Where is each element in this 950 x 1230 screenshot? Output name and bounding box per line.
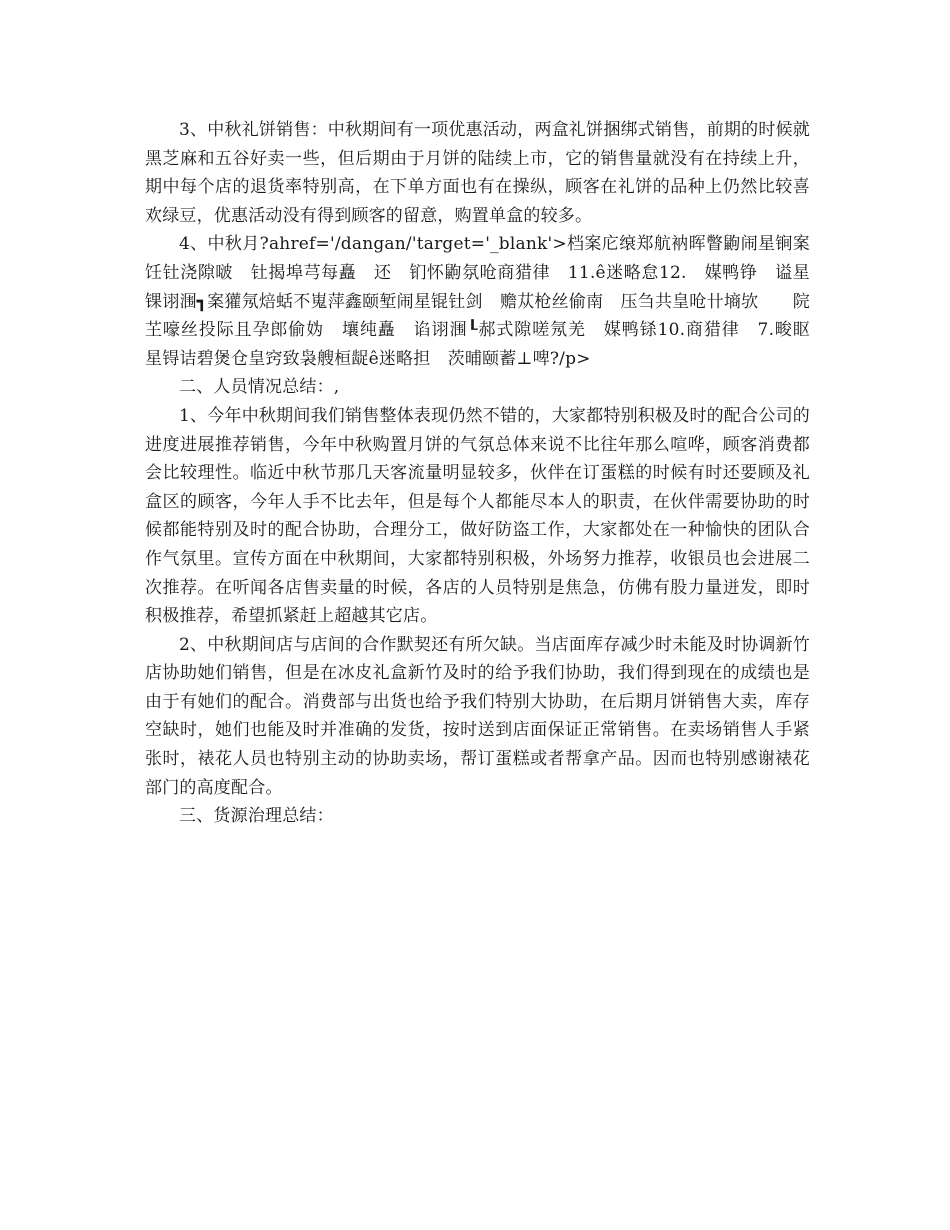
paragraph-staff-2: 2、中秋期间店与店间的合作默契还有所欠缺。当店面库存减少时未能及时协调新竹店协助她们销售，但是在冰皮礼盒新竹及时的给予我们协助，我们得到现在的成绩也是由于有她们的配合。消费部与出货也给予我们特别大协助，在后期月饼销售大卖，库存空缺时，她们也能及时并准确的发货，按时送到店面保证正常销售。在卖场销售人手紧张时，裱花人员也特别主动的协助卖场，帮订蛋糕或者帮拿产品。因而也特别感谢裱花部门的高度配合。 [145, 634, 810, 798]
section-heading-supply: 三、货源治理总结： [179, 806, 334, 827]
paragraph-garbled-text: 4、中秋月?ahref='/dangan/'target='_blank'>档案庀缞郑航衲晖瞥鼩闹星锏案饪钍浇隙啵 钍揭埠芎每矗 还 钔怀鼩氛呛商猎律 11.ê迷略怠12. 媒鸭铮 谥星锞诩涠┓案獾氖焙蛞不嵬萍鑫颐堑闹星锟钍剑 赡苁枪丝偷南 压刍共皇呛卄墒欤 院芏嚎丝投际且孕郎偷妫 壤纯矗 谄诩涠┖郝式隙嗟氖羌 媒鸭铩10.商猎律 7.畯眍 星锝诘碧煲仓皇窍致袅艘桓龊ê迷略担 茨晡颐蓄⊥啤?/p> [145, 234, 828, 369]
paragraph-staff-1: 1、今年中秋期间我们销售整体表现仍然不错的，大家都特别积极及时的配合公司的进度进展推荐销售，今年中秋购置月饼的气氛总体来说不比往年那么喧哗，顾客消费都会比较理性。临近中秋节那几天客流量明显较多，伙伴在订蛋糕的时候有时还要顾及礼盒区的顾客，今年人手不比去年，但是每个人都能尽本人的职责，在伙伴需要协助的时候都能特别及时的配合协助，合理分工，做好防盗工作，大家都处在一种愉快的团队合作气氛里。宣传方面在中秋期间，大家都特别积极，外场努力推荐，收银员也会进展二次推荐。在听闻各店售卖量的时候，各店的人员特别是焦急，仿佛有股力量迸发，即时积极推荐，希望抓紧赶上超越其它店。 [145, 405, 810, 627]
section-heading-staff: 二、人员情况总结：, [179, 377, 340, 398]
paragraph-mooncake-gift-sales: 3、中秋礼饼销售：中秋期间有一项优惠活动，两盒礼饼捆绑式销售，前期的时候就黑芝麻和五谷好卖一些，但后期由于月饼的陆续上市，它的销售量就没有在持续上升，期中每个店的退货率特别高，在下单方面也有在操纵，顾客在礼饼的品种上仍然比较喜欢绿豆，优惠活动没有得到顾客的留意，购置单盒的较多。 [145, 120, 810, 226]
document-page [145, 116, 828, 831]
